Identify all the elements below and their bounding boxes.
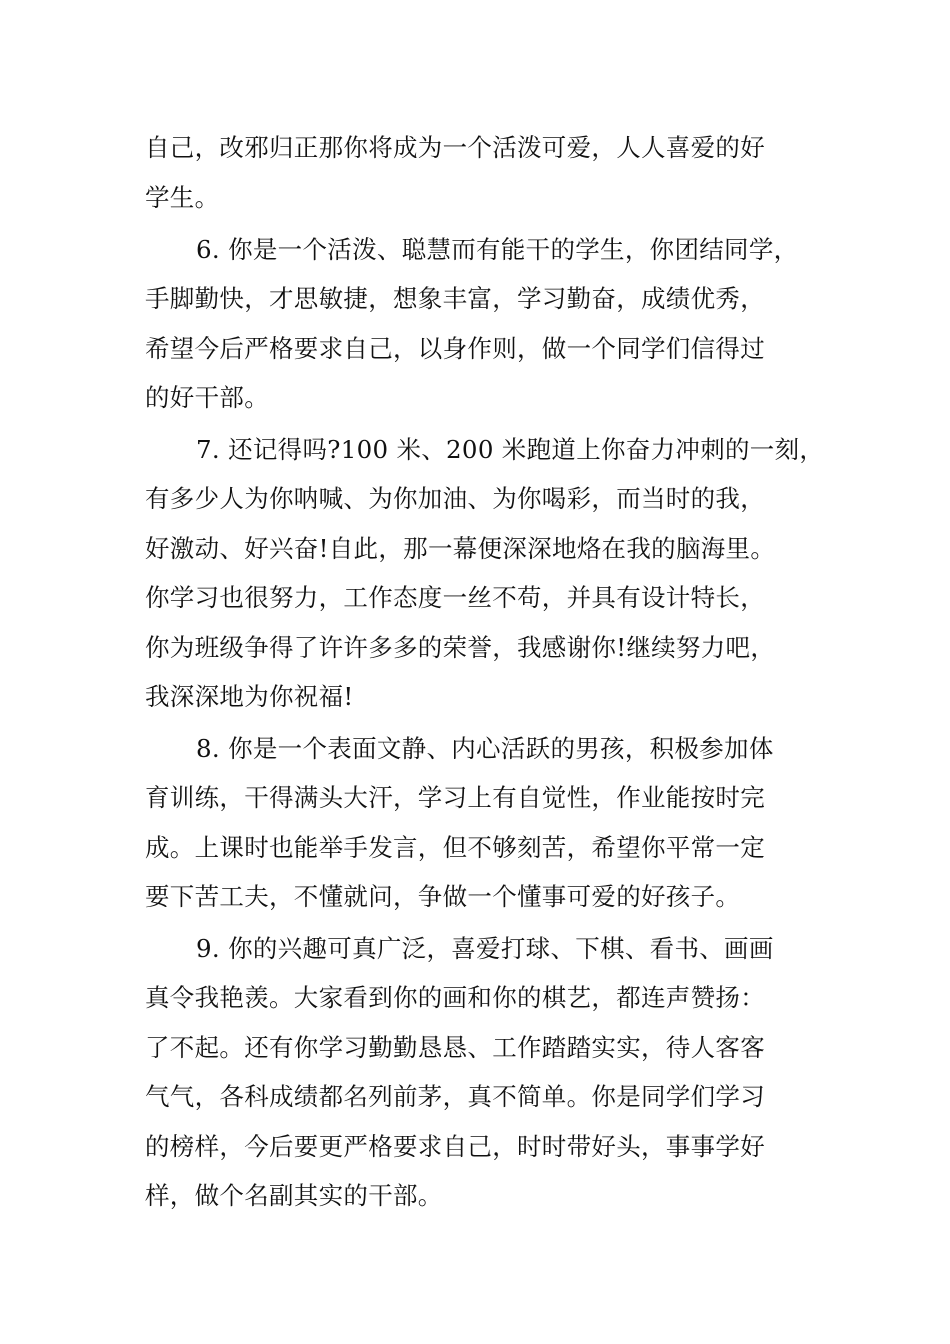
paragraph-9-line: 9. 你的兴趣可真广泛，喜爱打球、下棋、看书、画画	[196, 934, 774, 963]
text-line: 气气，各科成绩都名列前茅，真不简单。你是同学们学习	[145, 1082, 765, 1111]
text-line: 你为班级争得了许许多多的荣誉，我感谢你!继续努力吧，	[145, 633, 776, 662]
text-line: 成。上课时也能举手发言，但不够刻苦，希望你平常一定	[145, 833, 765, 862]
text-line: 学生。	[145, 183, 220, 212]
text-line: 要下苦工夫，不懂就问，争做一个懂事可爱的好孩子。	[145, 882, 741, 911]
text-line: 好激动、好兴奋!自此，那一幕便深深地烙在我的脑海里。	[145, 534, 776, 563]
paragraph-6-line: 6. 你是一个活泼、聪慧而有能干的学生，你团结同学，	[196, 235, 799, 264]
text-line: 育训练，干得满头大汗，学习上有自觉性，作业能按时完	[145, 783, 765, 812]
text-line: 自己，改邪归正那你将成为一个活泼可爱，人人喜爱的好	[145, 133, 765, 162]
text-line: 手脚勤快，才思敏捷，想象丰富，学习勤奋，成绩优秀，	[145, 284, 765, 313]
text-line: 我深深地为你祝福!	[145, 682, 354, 711]
text-line: 的好干部。	[145, 383, 269, 412]
text-line: 了不起。还有你学习勤勤恳恳、工作踏踏实实，待人客客	[145, 1033, 765, 1062]
paragraph-8-line: 8. 你是一个表面文静、内心活跃的男孩，积极参加体	[196, 734, 774, 763]
text-line: 有多少人为你呐喊、为你加油、为你喝彩，而当时的我，	[145, 484, 765, 513]
text-line: 你学习也很努力，工作态度一丝不苟，并具有设计特长，	[145, 583, 765, 612]
text-line: 希望今后严格要求自己，以身作则，做一个同学们信得过	[145, 334, 765, 363]
paragraph-7-line: 7. 还记得吗?100 米、200 米跑道上你奋力冲刺的一刻，	[196, 435, 825, 464]
text-line: 的榜样，今后要更严格要求自己，时时带好头，事事学好	[145, 1132, 765, 1161]
text-line: 样，做个名副其实的干部。	[145, 1181, 443, 1210]
text-line: 真令我艳羡。大家看到你的画和你的棋艺，都连声赞扬：	[145, 983, 765, 1012]
